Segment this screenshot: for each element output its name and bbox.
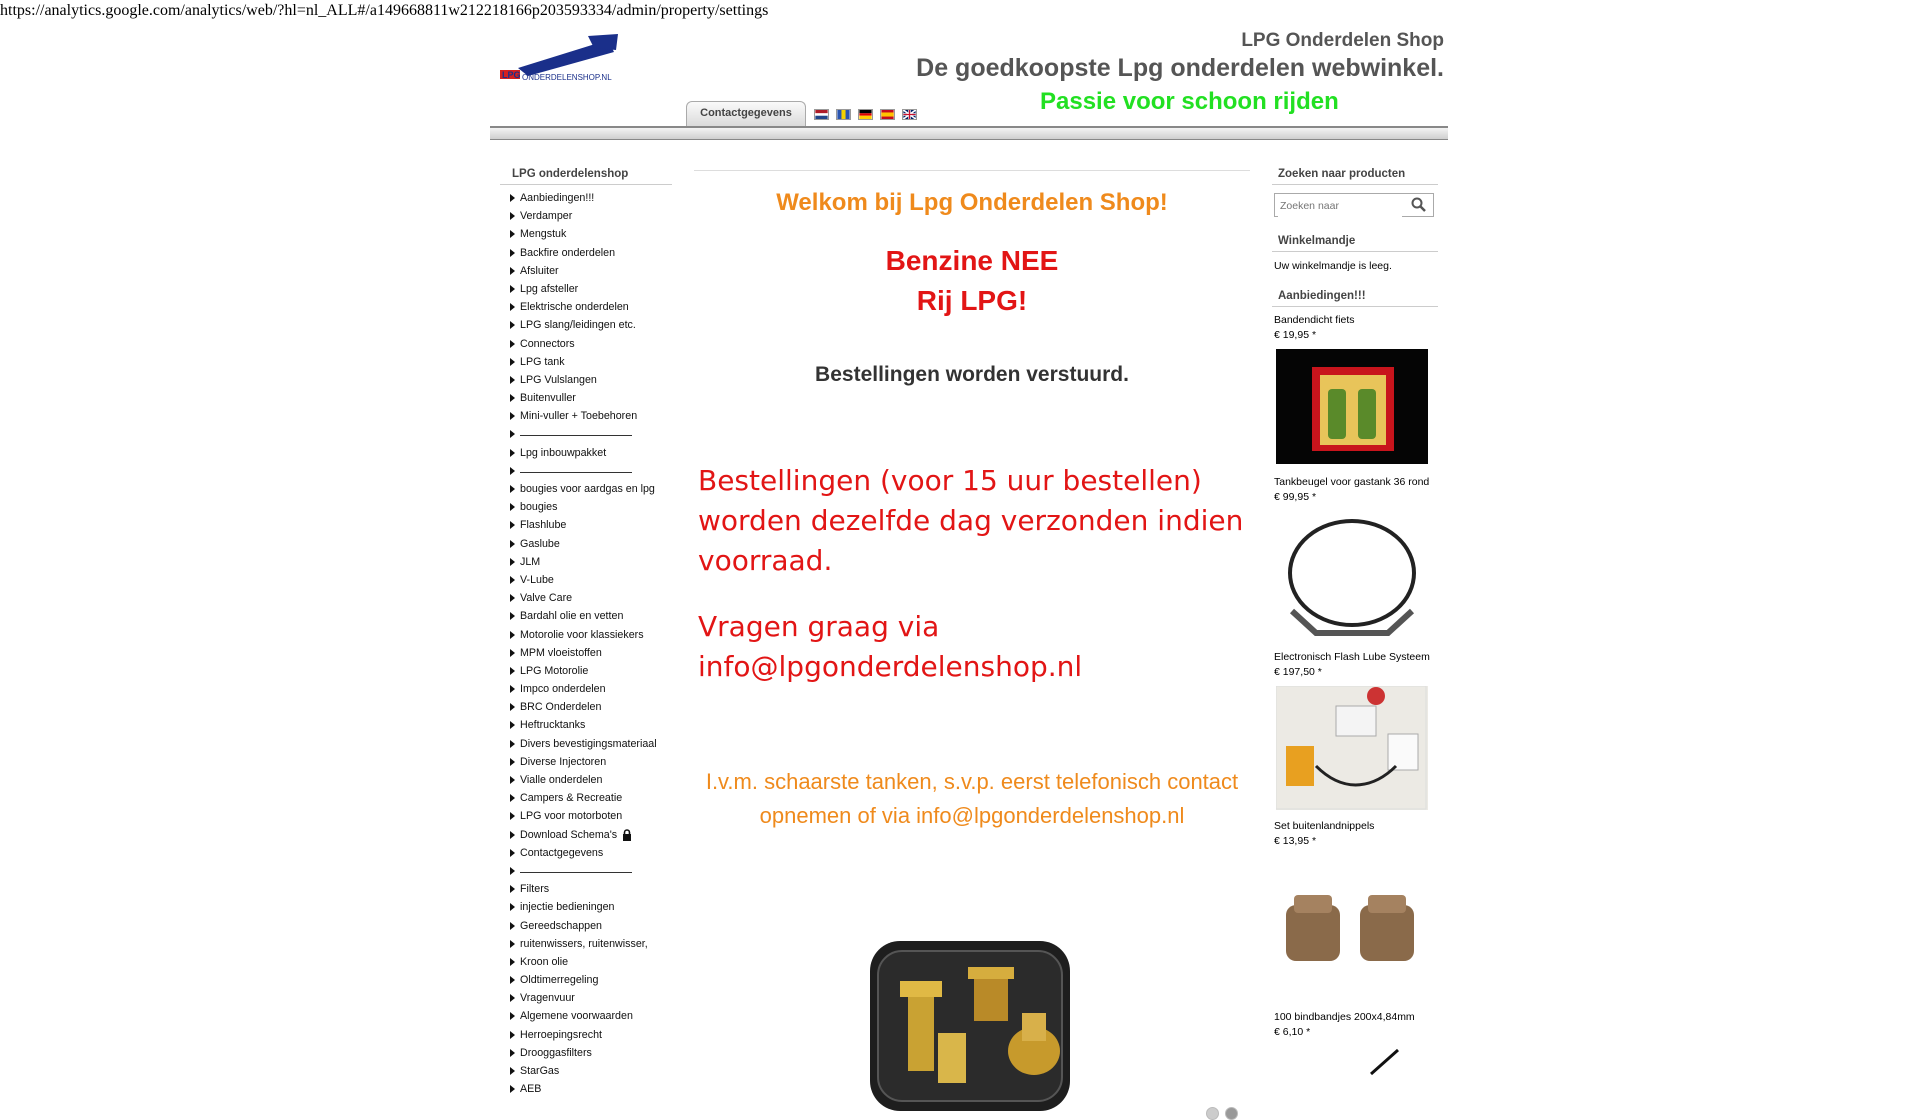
- nav-item[interactable]: [500, 1026, 672, 1044]
- nav-item-label[interactable]: ruitenwissers, ruitenwisser,: [520, 937, 648, 950]
- nav-item[interactable]: [500, 644, 672, 662]
- nav-item[interactable]: [500, 280, 672, 298]
- offer-price: € 197,50 *: [1274, 666, 1322, 678]
- es-flag-icon[interactable]: [880, 109, 895, 120]
- nav-item[interactable]: [500, 898, 672, 916]
- nav-item[interactable]: [500, 753, 672, 771]
- nav-item-label[interactable]: Diverse Injectoren: [520, 755, 607, 768]
- nav-item[interactable]: [500, 807, 672, 825]
- nav-item-label[interactable]: LPG Motorolie: [520, 664, 589, 677]
- carousel-dot[interactable]: [1225, 1107, 1238, 1120]
- nav-item-label[interactable]: Lpg inbouwpakket: [520, 446, 607, 459]
- nav-item-label[interactable]: Contactgegevens: [520, 846, 604, 859]
- nav-item[interactable]: [500, 735, 672, 753]
- cart-empty-text: Uw winkelmandje is leeg.: [1274, 260, 1392, 272]
- nav-item[interactable]: [500, 607, 672, 625]
- nav-item-label[interactable]: Divers bevestigingsmateriaal: [520, 737, 657, 750]
- nav-item-label[interactable]: Aanbiedingen!!!: [520, 192, 595, 204]
- nav-title: LPG onderdelenshop: [500, 168, 672, 185]
- nav-item-label[interactable]: JLM: [520, 555, 541, 568]
- nav-item-label[interactable]: Afsluiter: [520, 264, 559, 277]
- nav-item[interactable]: [500, 989, 672, 1007]
- nav-item-label[interactable]: bougies: [520, 501, 558, 514]
- nav-item[interactable]: [500, 917, 672, 935]
- nav-item-label[interactable]: LPG Vulslangen: [520, 373, 597, 386]
- shop-name: LPG Onderdelen Shop: [1241, 30, 1444, 51]
- nav-item-label[interactable]: Gereedschappen: [520, 919, 602, 932]
- separator-line: [520, 462, 632, 473]
- nav-item[interactable]: [500, 225, 672, 243]
- nav-item-label[interactable]: Elektrische onderdelen: [520, 301, 629, 314]
- tab-contactgegevens[interactable]: Contactgegevens: [686, 101, 806, 128]
- nav-item[interactable]: [500, 880, 672, 898]
- de-flag-icon[interactable]: [858, 109, 873, 120]
- orders-text: Bestellingen (voor 15 uur bestellen) worden dezelfde dag verzonden indien voorraad.: [698, 464, 1244, 577]
- carousel-dot[interactable]: [1206, 1107, 1219, 1120]
- lock-icon: [622, 829, 632, 841]
- offer-name[interactable]: Set buitenlandnippels: [1274, 820, 1375, 832]
- nav-item-label[interactable]: Kroon olie: [520, 955, 569, 968]
- benzine-line-2: Rij LPG!: [916, 285, 1028, 316]
- nav-item-label[interactable]: Connectors: [520, 337, 575, 350]
- offer-name[interactable]: Electronisch Flash Lube Systeem: [1274, 651, 1430, 663]
- nav-item[interactable]: [500, 1007, 672, 1025]
- offers-title: Aanbiedingen!!!: [1272, 290, 1438, 307]
- nav-item-label[interactable]: LPG tank: [520, 355, 565, 368]
- nav-item[interactable]: [500, 1044, 672, 1062]
- nl-flag-icon[interactable]: [814, 109, 829, 120]
- carousel-dots: [1206, 1107, 1238, 1120]
- nav-item-label[interactable]: Filters: [520, 883, 550, 896]
- nav-item-label[interactable]: Gaslube: [520, 537, 560, 550]
- nav-item-label[interactable]: Algemene voorwaarden: [520, 1010, 633, 1023]
- offer-image[interactable]: [1276, 855, 1428, 1005]
- svg-text:LPG: LPG: [502, 70, 521, 80]
- offer-price: € 99,95 *: [1274, 491, 1317, 503]
- nav-item-label[interactable]: Mini-vuller + Toebehoren: [520, 410, 638, 423]
- nav-item-label[interactable]: LPG slang/leidingen etc.: [520, 319, 636, 332]
- nav-item[interactable]: [500, 189, 672, 207]
- nav-item[interactable]: [500, 698, 672, 716]
- nav-item[interactable]: [500, 789, 672, 807]
- search-input[interactable]: [1278, 195, 1402, 217]
- offer-image[interactable]: [1276, 349, 1428, 464]
- shipping-status: Bestellingen worden verstuurd.: [815, 363, 1129, 386]
- right-sidebar: [1272, 168, 1438, 1081]
- nav-item-label[interactable]: BRC Onderdelen: [520, 701, 602, 714]
- nav-item-label[interactable]: LPG voor motorboten: [520, 810, 623, 823]
- nav-separator[interactable]: [500, 425, 672, 443]
- nav-item-label[interactable]: Drooggasfilters: [520, 1046, 592, 1059]
- nav-item[interactable]: [500, 771, 672, 789]
- offer-item[interactable]: [1272, 650, 1438, 815]
- offer-price: € 13,95 *: [1274, 835, 1317, 847]
- offer-item[interactable]: [1272, 1010, 1438, 1081]
- nav-item-label[interactable]: injectie bedieningen: [520, 901, 615, 914]
- shop-logo[interactable]: [498, 32, 630, 84]
- nav-item[interactable]: [500, 662, 672, 680]
- svg-text:ONDERDELENSHOP.NL: ONDERDELENSHOP.NL: [522, 73, 612, 82]
- offer-image[interactable]: [1276, 686, 1428, 810]
- separator-line: [520, 425, 632, 436]
- nav-item[interactable]: [500, 844, 672, 862]
- nav-item-label[interactable]: Oldtimerregeling: [520, 974, 599, 987]
- nav-item[interactable]: [500, 516, 672, 534]
- nav-separator[interactable]: [500, 462, 672, 480]
- offer-price: € 19,95 *: [1274, 329, 1317, 341]
- search-box: [1274, 193, 1434, 217]
- nav-item[interactable]: [500, 716, 672, 734]
- benzine-slogan: [694, 241, 1250, 321]
- category-nav: [500, 168, 672, 1098]
- offer-price: € 6,10 *: [1274, 1026, 1311, 1038]
- slogan: Passie voor schoon rijden: [1040, 88, 1339, 115]
- nav-item-label[interactable]: Download Schema's: [520, 828, 618, 841]
- nav-item-label[interactable]: Vialle onderdelen: [520, 774, 603, 786]
- notice-text: I.v.m. schaarste tanken, s.v.p. eerst telefonisch contact opnemen of via info@lpgonderdelenshop.nl: [705, 769, 1239, 828]
- offer-name[interactable]: 100 bindbandjes 200x4,84mm: [1274, 1011, 1415, 1023]
- nav-item[interactable]: [500, 371, 672, 389]
- nav-item[interactable]: [500, 244, 672, 262]
- nav-item-label[interactable]: Heftrucktanks: [520, 719, 586, 732]
- welcome-heading: Welkom bij Lpg Onderdelen Shop!: [776, 189, 1168, 216]
- offer-item[interactable]: [1272, 475, 1438, 646]
- nav-item-label[interactable]: Bardahl olie en vetten: [520, 610, 624, 623]
- nav-item-label[interactable]: Campers & Recreatie: [520, 792, 623, 805]
- nav-item[interactable]: [500, 353, 672, 371]
- nav-item[interactable]: [500, 480, 672, 498]
- questions-text: Vragen graag via info@lpgonderdelenshop.nl: [698, 610, 1083, 683]
- offer-item[interactable]: [1272, 819, 1438, 1010]
- nav-item[interactable]: [500, 535, 672, 553]
- separator-line: [520, 862, 632, 873]
- nav-bar: [490, 126, 1448, 140]
- nav-item[interactable]: [500, 298, 672, 316]
- nav-item[interactable]: [500, 680, 672, 698]
- nav-item-label[interactable]: Impco onderdelen: [520, 683, 606, 696]
- nav-item[interactable]: [500, 971, 672, 989]
- category-list: [500, 189, 672, 1098]
- nav-item[interactable]: [500, 1062, 672, 1080]
- nav-item-label[interactable]: MPM vloeistoffen: [520, 646, 602, 659]
- nav-item[interactable]: [500, 1080, 672, 1098]
- page-url: https://analytics.google.com/analytics/web/?hl=nl_ALL#/a149668811w212218166p203593334/admin/property/settings: [0, 2, 769, 19]
- nav-item-label[interactable]: Flashlube: [520, 519, 567, 532]
- nav-item-label[interactable]: StarGas: [520, 1065, 560, 1077]
- nav-item-label[interactable]: Valve Care: [520, 592, 573, 605]
- nav-item[interactable]: [500, 826, 672, 844]
- offer-image[interactable]: [1276, 511, 1428, 641]
- search-icon[interactable]: [1411, 197, 1427, 213]
- nav-separator[interactable]: [500, 862, 672, 880]
- nav-item[interactable]: [500, 316, 672, 334]
- nav-item[interactable]: [500, 571, 672, 589]
- tagline: De goedkoopste Lpg onderdelen webwinkel.: [916, 54, 1444, 82]
- cart-title: Winkelmandje: [1272, 235, 1438, 252]
- nav-item[interactable]: [500, 626, 672, 644]
- nav-item[interactable]: [500, 953, 672, 971]
- nav-item-label[interactable]: Vragenvuur: [520, 992, 575, 1005]
- nav-item-label[interactable]: V-Lube: [520, 573, 554, 586]
- nav-item-label[interactable]: Lpg afsteller: [520, 282, 579, 295]
- be-flag-icon[interactable]: [836, 109, 851, 120]
- offer-image[interactable]: [1276, 1046, 1428, 1076]
- nav-item[interactable]: [500, 407, 672, 425]
- main-content: [694, 170, 1250, 828]
- nav-item-label[interactable]: AEB: [520, 1083, 542, 1096]
- nav-item[interactable]: [500, 444, 672, 462]
- nav-item[interactable]: [500, 498, 672, 516]
- nav-item[interactable]: [500, 335, 672, 353]
- offer-name[interactable]: Tankbeugel voor gastank 36 rond: [1274, 476, 1430, 488]
- offer-item[interactable]: [1272, 313, 1438, 469]
- nav-item[interactable]: [500, 389, 672, 407]
- nav-item[interactable]: [500, 935, 672, 953]
- nav-item-label[interactable]: Motorolie voor klassiekers: [520, 628, 644, 641]
- search-title: Zoeken naar producten: [1272, 168, 1438, 185]
- banner-product-image[interactable]: [864, 941, 1076, 1111]
- benzine-line-1: Benzine NEE: [885, 245, 1059, 276]
- nav-item[interactable]: [500, 553, 672, 571]
- nav-item-label[interactable]: Mengstuk: [520, 228, 567, 241]
- page: [490, 22, 1448, 1096]
- nav-item-label[interactable]: Herroepingsrecht: [520, 1028, 602, 1041]
- nav-item-label[interactable]: Verdamper: [520, 210, 573, 223]
- offer-name[interactable]: Bandendicht fiets: [1274, 314, 1355, 326]
- nav-item-label[interactable]: Backfire onderdelen: [520, 246, 616, 259]
- nav-item[interactable]: [500, 589, 672, 607]
- language-flags: [814, 109, 917, 120]
- nav-item-label[interactable]: bougies voor aardgas en lpg: [520, 483, 655, 495]
- nav-item-label[interactable]: Buitenvuller: [520, 392, 576, 405]
- uk-flag-icon[interactable]: [902, 109, 917, 120]
- nav-item[interactable]: [500, 207, 672, 225]
- nav-item[interactable]: [500, 262, 672, 280]
